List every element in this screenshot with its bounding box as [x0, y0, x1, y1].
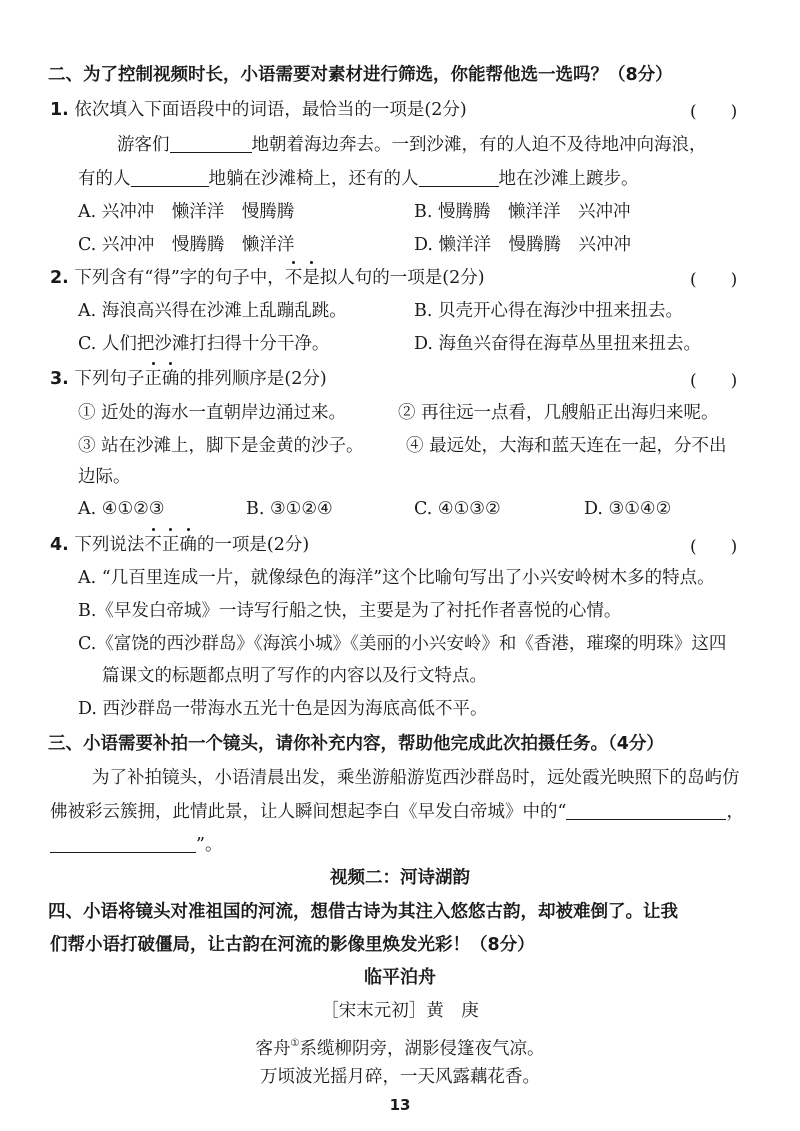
option-a[interactable]: A. 兴冲冲 懒洋洋 慢腾腾 [78, 202, 295, 222]
question-2-stem [50, 265, 485, 291]
option-a[interactable]: A. 海浪高兴得在沙滩上乱蹦乱跳。 [78, 301, 347, 321]
option-c-continued: 篇课文的标题都点明了写作的内容以及行文特点。 [102, 666, 487, 686]
answer-parentheses[interactable]: ( ) [690, 537, 738, 557]
question-number: 2. [50, 268, 69, 288]
fill-blank[interactable] [170, 134, 252, 153]
question-number: 3. [50, 369, 69, 389]
option-d[interactable]: D. 西沙群岛一带海水五光十色是因为海底高低不平。 [78, 699, 488, 719]
question-text: 拟人句的一项是(2分) [319, 268, 485, 288]
section-3-paragraph-line-2 [50, 799, 744, 825]
option-c[interactable]: C. 人们把沙滩打扫得十分干净。 [78, 334, 330, 354]
sentence-1: ① 近处的海水一直朝岸边涌过来。 [78, 403, 347, 423]
video-2-title: 视频二：河诗湖韵 [330, 868, 470, 888]
question-text: 下列句子 [74, 369, 145, 389]
option-c[interactable]: C.《富饶的西沙群岛》《海滨小城》《美丽的小兴安岭》和《香港，璀璨的明珠》这四 [78, 634, 727, 654]
section-3-paragraph-line-3 [50, 832, 222, 858]
paragraph-text: ”。 [196, 835, 223, 855]
passage-line-1 [117, 132, 707, 158]
fill-blank[interactable] [131, 168, 209, 187]
passage-text: 地朝着海边奔去。一到沙滩，有的人迫不及待地冲向海浪， [251, 135, 707, 155]
answer-blank[interactable] [50, 834, 196, 853]
fill-blank[interactable] [419, 168, 499, 187]
section-3-heading: 三、小语需要补拍一个镜头，请你补充内容，帮助他完成此次拍摄任务。（4分） [48, 734, 664, 754]
option-b[interactable]: B. ③①②④ [246, 499, 333, 519]
option-b[interactable]: B. 贝壳开心得在海沙中扭来扭去。 [414, 301, 683, 321]
emphasis-char: 不 [285, 265, 303, 291]
poem-line-1 [0, 1031, 800, 1062]
section-4-heading-line-1: 四、小语将镜头对准祖国的河流，想借古诗为其注入悠悠古韵，却被难倒了。让我 [48, 902, 678, 922]
sentence-3: ③ 站在沙滩上，脚下是金黄的沙子。 [78, 436, 364, 456]
sentence-4-continued: 边际。 [78, 467, 131, 487]
option-d[interactable]: D. 海鱼兴奋得在海草丛里扭来扭去。 [414, 334, 702, 354]
poem-author: ［宋末元初］黄 庚 [321, 1001, 479, 1021]
paragraph-text: 佛被彩云簇拥，此情此景，让人瞬间想起李白《早发白帝城》中的“ [50, 802, 567, 822]
section-3-paragraph-line-1: 为了补拍镜头，小语清晨出发，乘坐游船游览西沙群岛时，远处霞光映照下的岛屿仿 [92, 768, 740, 788]
poem-text: 系缆柳阴旁，湖影侵篷夜气凉。 [299, 1039, 545, 1059]
question-text: 下列说法 [74, 535, 145, 555]
option-d[interactable]: D. 懒洋洋 慢腾腾 兴冲冲 [414, 235, 632, 255]
emphasis-char: 确 [162, 366, 180, 392]
option-c[interactable]: C. ④①③② [414, 499, 501, 519]
passage-text: 地躺在沙滩椅上，还有的人 [208, 169, 419, 189]
answer-parentheses[interactable]: ( ) [690, 102, 738, 122]
emphasis-char: 正 [162, 532, 180, 558]
option-d[interactable]: D. ③①④② [584, 499, 672, 519]
sentence-2: ② 再往远一点看，几艘船正出海归来呢。 [398, 403, 719, 423]
sentence-4: ④ 最远处，大海和蓝天连在一起，分不出 [406, 436, 727, 456]
page-number: 13 [389, 1096, 411, 1114]
emphasis-char: 是 [302, 265, 320, 291]
question-number: 1. [50, 100, 69, 120]
answer-parentheses[interactable]: ( ) [690, 371, 738, 391]
question-4-stem [50, 532, 309, 558]
section-4-heading-line-2: 们帮小语打破僵局，让古韵在河流的影像里焕发光彩！（8分） [50, 935, 535, 955]
question-text: 依次填入下面语段中的词语，最恰当的一项是(2分) [74, 100, 467, 120]
question-text: 下列含有“得”字的句子中， [74, 268, 285, 288]
poem-title: 临平泊舟 [364, 967, 436, 988]
emphasis-char: 确 [179, 532, 197, 558]
answer-parentheses[interactable]: ( ) [690, 270, 738, 290]
section-2-heading: 二、为了控制视频时长，小语需要对素材进行筛选，你能帮他选一选吗？（8分） [48, 65, 673, 85]
option-a[interactable]: A. ④①②③ [78, 499, 165, 519]
passage-line-2 [78, 166, 639, 192]
emphasis-char: 不 [144, 532, 162, 558]
poem-line-2: 万顷波光摇月碎，一天风露藕花香。 [260, 1067, 540, 1087]
passage-text: 地在沙滩上踱步。 [498, 169, 639, 189]
option-c[interactable]: C. 兴冲冲 慢腾腾 懒洋洋 [78, 235, 295, 255]
question-1-stem [50, 97, 467, 123]
passage-text: 有的人 [78, 169, 131, 189]
question-3-stem [50, 366, 327, 392]
option-a[interactable]: A. “几百里连成一片，就像绿色的海洋”这个比喻句写出了小兴安岭树木多的特点。 [78, 568, 715, 588]
option-b[interactable]: B.《早发白帝城》一诗写行船之快，主要是为了衬托作者喜悦的心情。 [78, 601, 622, 621]
passage-text: 游客们 [117, 135, 170, 155]
poem-text: 客舟 [255, 1039, 291, 1059]
question-number: 4. [50, 535, 69, 555]
option-b[interactable]: B. 慢腾腾 懒洋洋 兴冲冲 [414, 202, 631, 222]
question-text: 的一项是(2分) [196, 535, 310, 555]
emphasis-char: 正 [144, 366, 162, 392]
paragraph-text: ， [726, 802, 744, 822]
answer-blank[interactable] [566, 801, 726, 820]
question-text: 的排列顺序是(2分) [179, 369, 327, 389]
footnote-marker: ① [290, 1038, 300, 1049]
